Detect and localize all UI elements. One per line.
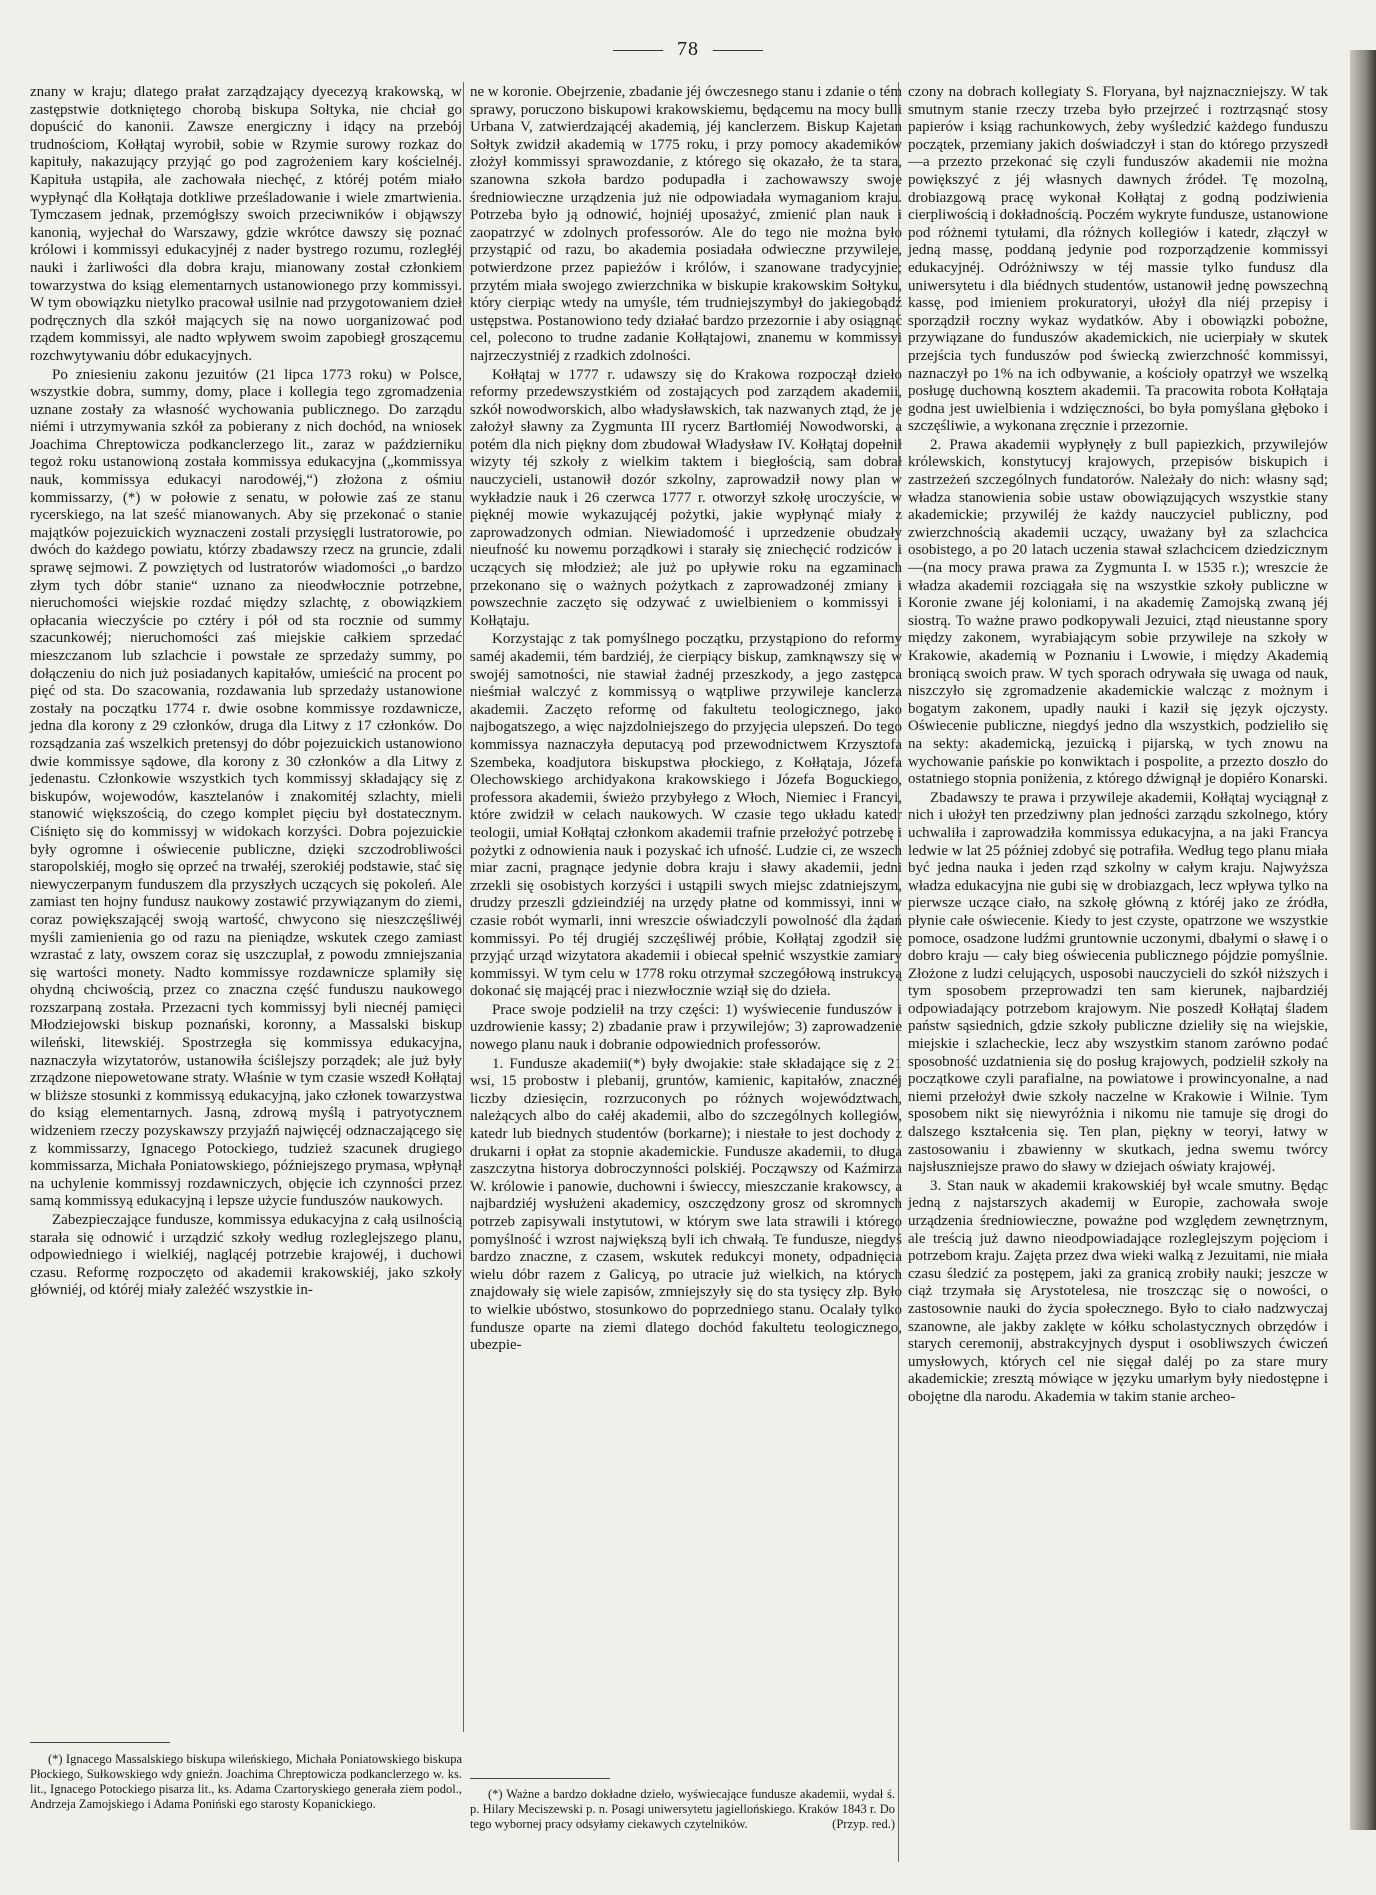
paragraph: Zabezpieczające fundusze, kommissya edukacyjna z całą usilnością starała się odnowić i urządzić szkoły według rozleglejszego planu, odpowiedniego i wielkiéj, naglącéj potrzebie krajowéj, i duchowi czasu. Reformę rozpoczęto od akademii krakowskiéj, jako szkoły główniéj, od któréj miały zależéć wszystkie in- (30, 1212, 462, 1299)
paragraph: Prace swoje podzielił na trzy części: 1) wyświecenie funduszów i uzdrowienie kassy; 2) zbadanie praw i przywilejów; 3) zaprowadzenie nowego planu nauk i dobranie odpowiednich professorów. (470, 1001, 902, 1054)
paragraph: 2. Prawa akademii wypłynęły z bull papiezkich, przywilejów królewskich, konstytucyj krajowych, przepisów biskupich i zastrzeżeń szczególnych fundatorów. Należały do nich: własny sąd; władza stanowienia sobie ustaw obowiązujących wszystkie stany akademickie; przywiléj że każdy nauczyciel publiczny, pod zwierzchnością akademii uczący, uważany był za szlachcica osobistego, a po 20 latach uczenia stawał szlachcicem dziedzicznym—(na mocy prawa prawa za Zygmunta I. w 1535 r.); wreszcie że władza akademii rozciągała się na wszystkie szkoły publiczne w Koronie zwane jéj koloniami, i na akademię Zamojską zwaną jéj siostrą. To ważne prawo podkopywali Jezuici, ztąd nieustanne spory między zakonem, wyrabiającym sobie przywileje na szkoły w Krakowie, akademią w Poznaniu i Lwowie, i między Akademią broniącą swoich praw. W tych sporach odrywała się uwaga od nauk, niszczyło się zgromadzenie akademickie walcząc z możnym i bogatym zakonem, upadły nauki i kaził się język ojczysty. Oświecenie publiczne, niegdyś jedno dla wszystkich, podzieliło się na sekty: akademicką, jezuicką i pijarską, w tych znowu na wychowanie pańskie po konwiktach i pospolite, a przezto doszło do ostatniego stopnia poniżenia, z którego dźwignął je dopiéro Konarski. (908, 436, 1328, 788)
paragraph: Po zniesieniu zakonu jezuitów (21 lipca 1773 roku) w Polsce, wszystkie dobra, summy, domy, place i kollegia tego zgromadzenia uznane zostały za własność wychowania publicznego. Do zarządu niémi i utrzymywania szkół za pobierany z nich dochód, na wniosek Joachima Chreptowicza podkanclerzego lit., zaraz w październiku tegoż roku ustanowioną została kommissya edukacyjna („kommissya nauk, kommissya edukacyi narodowéj,“) złożona z ośmiu kommissarzy, (*) w połowie z senatu, w połowie zaś ze stanu rycerskiego, na lat sześć mianowanych. Aby się przekonać o stanie majątków pojezuickich wyznaczeni zostali przysięgli lustratorowie, po dwóch do każdego powiatu, którzy zbadawszy rzecz na gruncie, zdali sprawę sejmowi. Z powziętych od lustratorów wiadomości „o bardzo złym tych dóbr stanie“ uznano za nieodwłocznie potrzebne, nieruchomości wiejskie rozdać między szlachtę, z obowiązkiem opłacania wieczyście po cztéry i pół od sta rocznie od summy szacunkowéj; nieruchomości zaś miejskie całkiem sprzedać mieszczanom lub szlachcie i powstałe ze sprzedaży summy, po dołączeniu do nich już posiadanych kapitałów, umieścić na procent po pięć od sta. Do szacowania, rozdawania lub sprzedaży ustanowione zostały na początku 1774 r. dwie osobne kommissye rozdawnicze, jedna dla korony z 29 członków, druga dla Litwy z 17 członków. Do rozsądzania zaś wszelkich pretensyj do dóbr pojezuickich ustanowiono dwie kommissye sądowe, dla korony z 30 członków a dla Litwy z jedenastu. Członkowie wszystkich tych kommissyj składający się z biskupów, wojewodów, kasztelanów i znakomitéj szlachty, mieli stanowić większością, do czego komplet pięciu był dostatecznym. Ciśnięto się do kommissyj w widokach korzyści. Dobra pojezuickie były ogromne i oświecenie publiczne, dzięki szczodrobliwości staropolskiéj, mogło się oprzeć na trwałéj, szerokiéj podstawie, stać się niewyczerpanym funduszem dla przyszłych uczących się pokoleń. Ale zamiast ten hojny fundusz naukowy zostawić przywiązanym do ziemi, coraz powiększającéj swoją wartość, chwycono się nieszczęśliwéj myśli zamienienia go od razu na pieniądze, wskutek czego zamiast wzrastać z laty, owszem coraz się uszczuplał, z powodu zmniejszania się wartości monety. Nadto kommissye rozdawnicze splamiły się ohydną chciwością, przez co znaczna część funduszu naukowego rozszarpaną została. Przezacni tych kommissyj byli niecnéj pamięci Młodziejowski biskup poznański, koronny, a Massalski biskup wileński, litewskiéj. Spostrzegła się kommissya edukacyjna, naznaczyła wizytatorów, ustanowiła ściślejszy porządek; ale już były zrządzone niepowetowane straty. Właśnie w tym czasie wszedł Kołłątaj w bliższe stosunki z kommissyą edukacyjną, jako członek towarzystwa do ksiąg elementarnych. Jasną, zdrową myślą i patryotycznem widzeniem rzeczy pozyskawszy przyjaźń najwięcéj odznaczającego się z kommissarzy, Ignacego Potockiego, tudzież szacunek drugiego kommissarza, Michała Poniatowskiego, późniejszego prymasa, wpłynął na uchylenie kommissyj rozdawniczych, objęcie ich czynności przez samą kommissyą edukacyjną i lepsze użycie funduszów naukowych. (30, 366, 462, 1210)
footnote-rule (470, 1778, 610, 1779)
adjacent-page-edge (1350, 50, 1376, 1830)
paragraph: 3. Stan nauk w akademii krakowskiéj był wcale smutny. Będąc jedną z najstarszych akademij w Europie, zachowała swoje urządzenia średniowieczne, poważne pod względem zewnętrznym, ale treścią już dawno nieodpowiadające rozleglejszym pojęciom i potrzebom kraju. Zajęta przez dwa wieki walką z Jezuitami, nie miała czasu śledzić za postępem, jaki za granicą zrobiły nauki; jeszcze w ciąż trzymała się Arystotelesa, nie troszcząc się o nowości, o zastosownie nauki do życia społecznego. Było to ciało nadzwyczaj szanowne, ale jakby zaklęte w kółku scholastycznych obrzędów i starych ceremonij, abstrakcyjnych dysput i osobliwszych ćwiczeń umysłowych, których cel nie sięgał daléj po za stare mury akademickie; zresztą mówiące w języku umarłym były niedostępne i obojętne dla narodu. Akademia w takim stanie archeo- (908, 1177, 1328, 1405)
column-divider (463, 82, 464, 1732)
paragraph: czony na dobrach kollegiaty S. Floryana, był najznaczniejszy. W tak smutnym stanie rzeczy trzeba było przejrzeć i roztrząsnąć stosy papierów i ksiąg rachunkowych, żeby wyśledzić każdego funduszu początek, przemiany jakich doświadczył i stan do którego przyszedł—a przezto przekonać się czyli funduszów akademii nie można powiększyć z jéj własnych dawnych źródeł. Tę mozolną, drobiazgową pracę wykonał Kołłątaj z godną podziwienia cierpliwością i dokładnością. Poczém wykryte fundusze, ustanowione pod różnemi tytułami, dla różnych kollegiów i katedr, złączył w jedną massę, poddaną jedynie pod rozporządzenie kommissyi edukacyjnéj. Odróżniwszy w téj massie tylko fundusz dla uniwersytetu i dla biédnych studentów, ustanowił jednę powszechną kassę, pod imieniem prokuratoryi, ułożył dla niéj przepisy i sporządził roczny wykaz wydatków. Aby i obowiązki pobożne, przywiązane do funduszów akademickich, nie ucierpiały w skutek przejścia tych funduszów pod świecką zwierzchność kommissyi, naznaczył po 1% na ich odbywanie, a kościoły opatrzył we wszelką posługę duchowną kosztem akademii. Ta pracowita robota Kołłątaja godna jest uwielbienia i wdzięczności, bo była pomyślana głęboko i szczęśliwie, a wykonana zręcznie i przezornie. (908, 84, 1328, 435)
footnote-1: (*) Ignacego Massalskiego biskupa wileńskiego, Michała Poniatowskiego biskupa Płockiego, Sułkowskiego wdy gnieźn. Joachima Chreptowicza podkanclerzego w. ks. lit., Ignacego Potockiego pisarza lit., ks. Adama Czartoryskiego generała ziem podol., Andrzeja Zamojskiego i Adama Poniński ego starosty Kopanickiego. (30, 1752, 462, 1811)
paragraph: Kołłątaj w 1777 r. udawszy się do Krakowa rozpoczął dzieło reformy przedewszystkiém od zostających pod zarządem akademii, szkół nowodworskich, albo władysławskich, tak nazwanych ztąd, że je założył sławny za Zygmunta III rycerz Bartłomiéj Nowodworski, a potém dla nich piękny dom zbudował Władysław IV. Kołłątaj dopełnił wizyty téj szkoły z wielkim taktem i biegłością, sam dobrał nauczycieli, ustanowił dozór szkolny, zaprowadził nowy plan w wykładzie nauk i 26 czerwca 1777 r. otworzył szkołę uroczyście, w pięknéj mowie wykazującéj pożytki, jakie wypłynąć miały z zaprowadzonych odmian. Niewiadomość i uprzedzenie obudzały nieufność ku nowemu porządkowi i starały się zniechęcić rodziców i uczących się młodzież; ale już po upływie roku na egzaminach przekonano się o ważnych pożytkach z zaprowadzonéj zmiany i powszechnie zaczęto się odzywać z uwielbieniem o kommissyi i Kołłątaju. (470, 366, 902, 629)
footnote-rule (30, 1742, 170, 1743)
column-divider (898, 82, 899, 1862)
paragraph: znany w kraju; dlatego prałat zarządzający dyecezyą krakowską, w zastępstwie dotkniętego chorobą biskupa Sołtyka, nie chciał go dopuścić do kanonii. Zawsze energiczny i idący na przebój trudnościom, Kołłątaj wyrobił, sobie w Rzymie surowy rozkaz do kapituły, nakazujący przyjąć go pod zagrożeniem kary kościelnéj. Kapituła ustąpiła, ale zachowała niechęć, z któréj potém miało wypłynąć dla Kołłątaja dotkliwe prześladowanie i wiele zmartwienia. Tymczasem jednak, przemógłszy swoich przeciwników i objąwszy kanonią, wyjechał do Warszawy, gdzie wkrótce dawszy się poznać królowi i kommissyi edukacyjnéj z nader bystrego rozumu, rozległéj nauki i żarliwości dla dobra kraju, mianowany został członkiem towarzystwa do ksiąg elementarnych ustanowionego przy kommissyi. W tym obowiązku nietylko pracował usilnie nad przygotowaniem dzieł podręcznych dla szkół mających się na nowo uorganizować pod rządem kommissyi, ale nadto wpływem swoim zapobiegł groszącemu rozchwytywaniu dóbr edukacyjnych. (30, 84, 462, 364)
paragraph: 1. Fundusze akademii(*) były dwojakie: stałe składające się z 21 wsi, 15 probostw i plebanij, gruntów, kamienic, kapitałów, znacznéj liczby dziesięcin, rozrzuconych po różnych województwach, należących albo do całéj akademii, albo do szczególnych kollegiów, katedr lub biednych studentów (borkarne); i niestałe to jest dochody z drukarni i opłat za stopnie akademickie. Fundusze akademii, to długa zaszczytna historya dobroczynności polskiéj. Począwszy od Kaźmirza W. królowie i panowie, duchowni i świeccy, mieszczanie krakowscy, a najbardziéj wysłużeni akademicy, oszczędzony grosz od skromnych potrzeb zapisywali instytutowi, w którym swe lata strawili i którego pomyślność i wzrost największą byli ich chwałą. Te fundusze, niegdyś bardzo znaczne, z czasem, wskutek redukcyi monety, odpadnięcia wielu dóbr razem z Galicyą, po utracie już wielkich, na których znajdowały się wiele zapisów, zmniejszyły się do sta tysięcy złp. Było to wielkie ubóstwo, stosunkowo do poprzedniego stanu. Ocalały tylko fundusze oparte na ziemi dlatego dochód fakultetu teologicznego, ubezpie- (470, 1055, 902, 1354)
paragraph: ne w koronie. Obejrzenie, zbadanie jéj ówczesnego stanu i zdanie o tém sprawy, poruczono biskupowi krakowskiemu, będącemu na mocy bulli Urbana V, zatwierdzającéj akademią, jéj kanclerzem. Biskup Kajetan Sołtyk zwidził akademią w 1775 roku, i przy pomocy akademików złożył kommissyi sprawozdanie, z którego się okazało, że ta stara, szanowna szkoła bardzo podupadła i zachowawszy swoje średniowieczne urządzenia już nie odpowiadała wymaganiom kraju. Potrzeba było ją odnowić, hojniéj uposażyć, zmienić plan nauk i zaopatrzyć w zdolnych professorów. Ale do tego nie można było przystąpić od razu, bo akademia posiadała odwieczne przywileje, potwierdzone przez papieżów i królów, i szanowane tradycyjnie; przytém miała swojego zwierzchnika w biskupie krakowskim Sołtyku, który cierpiąc wtedy na umyśle, tém trudniejszymbył do jakiegobądź ustępstwa. Postanowiono tedy działać bardzo przezornie i aby osiągnąć cel, polecono to trudne zadanie Kołłątajowi, znanemu w kommissyi najrzeczystniéj z rzadkich zdolności. (470, 84, 902, 364)
footnote-text: (*) Ważne a bardzo dokładne dzieło, wyświecające fundusze akademii, wydał ś. p. Hilary Meciszewski p. n. Posagi uniwersytetu jagiellońskiego. Kraków 1843 r. Do tego wybornej pracy odsyłamy ciekawych czytelników. (470, 1787, 895, 1831)
footnote-2 (470, 1787, 895, 1832)
paragraph: Korzystając z tak pomyślnego początku, przystąpiono do reformy saméj akademii, tém bardziéj, że cierpiący biskup, zamknąwszy się w swojéj samotności, nie stawiał żadnéj przeszkody, a jego zastępca nieśmiał walczyć z kommissyą o wątpliwe przywileje kanclerza akademii. Zaczęto reformę od fakultetu teologicznego, jako najbogatszego, a więc najzdolniejszego do przyjęcia ulepszeń. Do tego kommissya naznaczyła deputacyą pod przewodnictwem Krzysztofa Szembeka, koadjutora biskupstwa płockiego, z Kołłątaja, Józefa Olechowskiego archidyakona krakowskiego i Józefa Boguckiego, professora akademii, świeżo przybyłego z Włoch, Niemiec i Francyi, które zwidził w celach naukowych. W czasie tego układu katedr teologii, umiał Kołłątaj członkom akademii trafnie przełożyć potrzebę i pożytki z odnowienia nauk i pozyskać ich ufność. Ludzie ci, ze wszech miar zacni, pragnące jedynie dobra kraju i sławy akademii, jedni zrzekli się osobistych korzyści i ustąpili swych miejsc zdatniejszym, drudzy przeszli gdzieindziéj na urzędy płatne od kommissyi, inni w czasie robót wymarli, inni wreszcie oświadczyli powolność dla żądań kommissyi. Po téj drugiéj szczęśliwéj próbie, Kołłątaj zgodził się przyjąć urząd wizytatora akademii i obiecał spełnić wszystkie zamiary kommissyi. W tym celu w 1778 roku otrzymał szczegółową instrukcyą dokonać się mającéj prac i niezwłocznie wziął się do dzieła. (470, 631, 902, 1000)
paragraph: Zbadawszy te prawa i przywileje akademii, Kołłątaj wyciągnął z nich i ułożył ten przedziwny plan jedności zarządu szkolnego, który uchwaliła i zaprowadziła kommissya edukacyjna, a na jaki Francya ledwie w lat 25 później zdobyć się potrafiła. Według tego planu miała być jedna nauka i jeden rząd szkolny w całym kraju. Najwyższa władza edukacyjna nie gubi się w drobiazgach, lecz wpływa tylko na pierwsze uczące ciało, na szkołę główną z któréj jako ze źródła, płynie całe oświecenie. Kiedy to jest czyste, opatrzone we wszystkie pomoce, osadzone ludźmi gruntownie uczonymi, dbałymi o sławę i o dobro kraju — cały bieg oświecenia publicznego pójdzie pomyślnie. Złożone z ludzi celujących, usposobi nauczycieli do szkół niższych i tym sposobem przeprowadzi ten sam kierunek, najbardziéj odpowiadający potrzebom krajowym. Nie poszedł Kołłątaj śladem państw sąsiednich, gdzie szkoły publiczne dzieliły się na wiejskie, miejskie i szlacheckie, lecz aby wszystkim stanom zarówno podać sposobność uzdatnienia się do posług krajowych, podzielił szkoły na początkowe czyli parafialne, na powiatowe i prowincyonalne, a nad niemi przełożył dwie szkoły naczelne w Krakowie i Wilnie. Tym sposobem nikt się niewyróżnia i nikomu nie tamuje się drogi do dalszego kształcenia się. Ten plan, piękny w teoryi, łatwy w zastosowaniu i zbawienny w skutkach, jedna swemu twórcy najsłuszniejsze prawo do sławy w dziejach oświaty krajowéj. (908, 789, 1328, 1176)
page-number: 78 (0, 38, 1376, 61)
footnote-signature: (Przyp. red.) (832, 1817, 895, 1831)
text-column-2 (470, 84, 902, 1355)
text-column-1 (30, 84, 462, 1300)
text-column-3 (908, 84, 1328, 1407)
